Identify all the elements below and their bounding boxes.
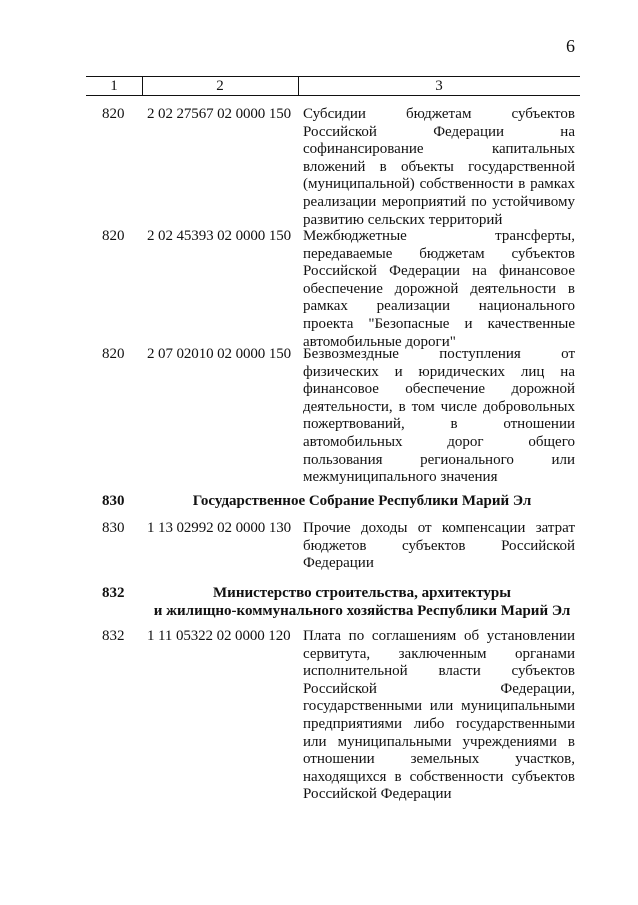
column-header-1: 1 [86, 77, 143, 95]
admin-code: 820 [102, 228, 125, 244]
kbk-code: 2 02 45393 02 0000 150 [147, 228, 292, 244]
admin-code: 830 [102, 520, 125, 536]
admin-code: 832 [102, 628, 125, 644]
kbk-code: 1 13 02992 02 0000 130 [147, 520, 292, 536]
row-description: Субсидии бюджетам субъектов Российской Федерации на софинансирование капитальных вложений в объекты государственной (муниципальной) собственности в рамках реализации мероприятий по устойчивому развитию сельских территорий [303, 106, 575, 228]
page-number: 6 [566, 36, 575, 56]
row-description: Плата по соглашениям об установлении сервитута, заключенным органами исполнительной власти субъектов Российской Федерации, государственными или муниципальными предприятиями либо государственными или муниципальными учреждениями в отношении земельных участков, находящихся в собственности субъектов Российской Федерации [303, 628, 575, 803]
row-description: Безвозмездные поступления от физических и юридических лиц на финансовое обеспечение дорожной деятельности, в том числе добровольных пожертвований, в отношении автомобильных дорог общего пользования регионального или межмуниципального значения [303, 346, 575, 486]
section-admin-code: 832 [102, 585, 125, 601]
admin-code: 820 [102, 106, 125, 122]
section-admin-code: 830 [102, 493, 125, 509]
section-title: Государственное Собрание Республики Марий Эл [192, 493, 532, 509]
row-description: Прочие доходы от компенсации затрат бюджетов субъектов Российской Федерации [303, 520, 575, 572]
section-title [150, 584, 574, 620]
kbk-code: 2 02 27567 02 0000 150 [147, 106, 292, 122]
section-title-line-1: Министерство строительства, архитектуры [213, 585, 511, 601]
column-header-2: 2 [142, 77, 299, 95]
table-header [86, 76, 580, 96]
column-header-3: 3 [435, 78, 443, 94]
kbk-code: 1 11 05322 02 0000 120 [147, 628, 291, 644]
admin-code: 820 [102, 346, 125, 362]
row-description: Межбюджетные трансферты, передаваемые бюджетам субъектов Российской Федерации на финансовое обеспечение дорожной деятельности в рамках реализации национального проекта "Безопасные и качественные автомобильные дороги" [303, 228, 575, 350]
section-title-line-2: и жилищно-коммунального хозяйства Республики Марий Эл [153, 603, 571, 619]
kbk-code: 2 07 02010 02 0000 150 [147, 346, 292, 362]
